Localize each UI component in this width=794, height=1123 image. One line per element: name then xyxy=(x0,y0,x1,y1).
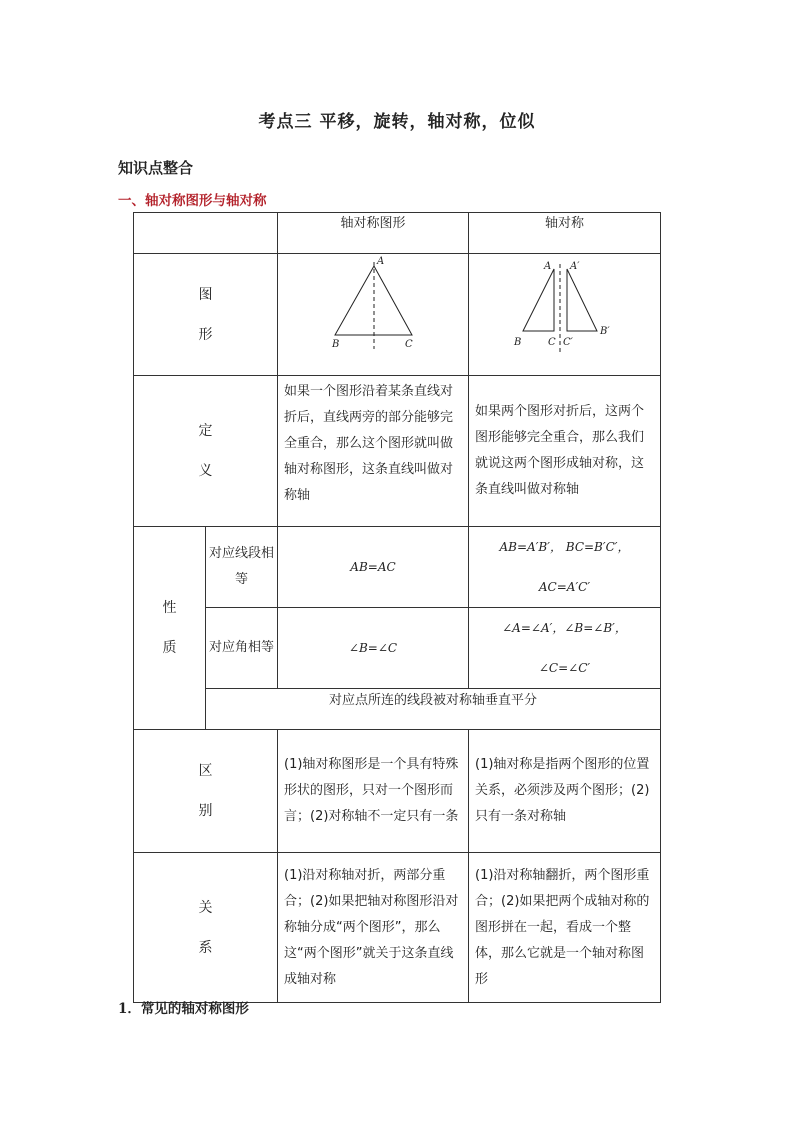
row-label-definition xyxy=(134,376,278,527)
row-label-relation-2: 系 xyxy=(198,939,213,956)
comparison-table xyxy=(133,212,661,1003)
sublabel-corresponding-angles: 对应角相等 xyxy=(206,608,278,689)
row-label-difference-2: 别 xyxy=(198,803,213,819)
segments-formula-line2: AC=A′C′ xyxy=(538,580,591,594)
row-label-property-2: 质 xyxy=(162,640,177,656)
difference-axisymmetric-figure: (1)轴对称图形是一个具有特殊形状的图形，只对一个图形而言；(2)对称轴不一定只有一条 xyxy=(278,730,469,853)
section-heading: 一、轴对称图形与轴对称 xyxy=(118,193,267,209)
header-axisymmetric-figure: 轴对称图形 xyxy=(278,213,469,254)
header-row xyxy=(134,213,661,254)
subheading-common-figures: 1．常见的轴对称图形 xyxy=(118,1001,249,1017)
label-C: C xyxy=(405,339,413,350)
row-label-relation-1: 关 xyxy=(198,899,213,916)
definition-axial-symmetry: 如果两个图形对折后，这两个图形能够完全重合，那么我们就说这两个图形成轴对称，这条直线叫做对称轴 xyxy=(469,376,661,527)
label-A: A xyxy=(544,261,552,272)
relation-axisymmetric-figure: (1)沿对称轴对折，两部分重合；(2)如果把轴对称图形沿对称轴分成“两个图形”，那么这“两个图形”就关于这条直线成轴对称 xyxy=(278,853,469,1003)
row-label-difference-1: 区 xyxy=(198,763,213,779)
row-label-definition-2: 义 xyxy=(198,463,213,479)
segments-formula-figure: AB=AC xyxy=(278,527,469,608)
row-figure xyxy=(134,254,661,376)
page-title: 考点三 平移，旋转，轴对称，位似 xyxy=(258,112,536,132)
header-axial-symmetry: 轴对称 xyxy=(469,213,661,254)
row-label-difference xyxy=(134,730,278,853)
row-label-property-1: 性 xyxy=(162,600,177,616)
row-label-relation xyxy=(134,853,278,1003)
isosceles-triangle-diagram xyxy=(278,254,469,371)
row-property-angles xyxy=(134,608,661,689)
label-B: B xyxy=(514,337,522,348)
row-label-figure-1: 图 xyxy=(198,286,213,303)
row-relation xyxy=(134,853,661,1003)
header-corner-cell xyxy=(134,213,278,254)
row-property-common xyxy=(134,689,661,730)
label-C: C xyxy=(548,337,556,348)
figure-isosceles-triangle xyxy=(278,254,469,376)
difference-axial-symmetry: (1)轴对称是指两个图形的位置关系，必须涉及两个图形；(2)只有一条对称轴 xyxy=(469,730,661,853)
angles-formula-line1: ∠A=∠A′，∠B=∠B′， xyxy=(502,621,627,635)
label-C-prime: C′ xyxy=(563,337,573,348)
figure-symmetric-triangles xyxy=(469,254,661,376)
angles-formula-symmetry xyxy=(469,608,661,689)
angles-formula-figure: ∠B=∠C xyxy=(278,608,469,689)
knowledge-heading: 知识点整合 xyxy=(118,159,194,177)
relation-axial-symmetry: (1)沿对称轴翻折，两个图形重合；(2)如果把两个成轴对称的图形拼在一起，看成一个整体，那么它就是一个轴对称图形 xyxy=(469,853,661,1003)
segments-formula-symmetry xyxy=(469,527,661,608)
row-label-definition-1: 定 xyxy=(198,423,213,439)
row-label-figure xyxy=(134,254,278,376)
row-definition xyxy=(134,376,661,527)
label-A: A xyxy=(377,256,385,267)
label-A-prime: A′ xyxy=(570,261,580,272)
row-label-property xyxy=(134,527,206,730)
property-common-statement: 对应点所连的线段被对称轴垂直平分 xyxy=(206,689,661,730)
row-property-segments xyxy=(134,527,661,608)
segments-formula-line1: AB=A′B′， BC=B′C′， xyxy=(499,540,630,554)
label-B-prime: B′ xyxy=(600,326,610,337)
row-label-figure-2: 形 xyxy=(198,326,213,343)
angles-formula-line2: ∠C=∠C′ xyxy=(538,661,591,675)
definition-axisymmetric-figure: 如果一个图形沿着某条直线对折后，直线两旁的部分能够完全重合，那么这个图形就叫做轴对称图形，这条直线叫做对称轴 xyxy=(278,376,469,527)
label-B: B xyxy=(332,339,340,350)
row-difference xyxy=(134,730,661,853)
symmetric-triangles-diagram xyxy=(469,254,661,371)
sublabel-corresponding-segments: 对应线段相等 xyxy=(206,527,278,608)
